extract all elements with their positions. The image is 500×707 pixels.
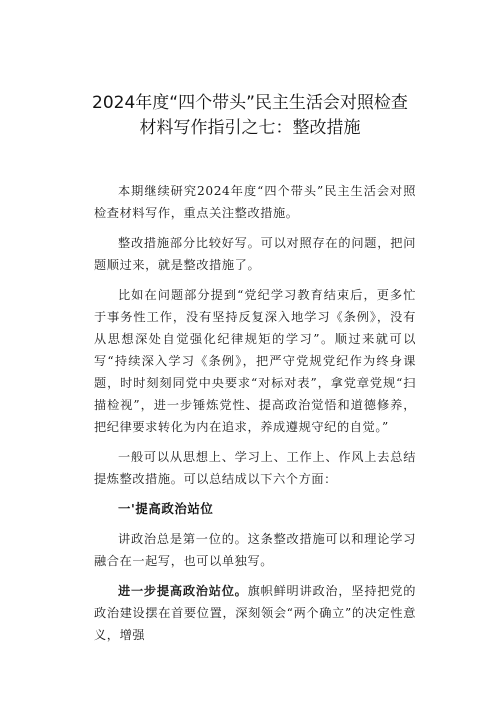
aspects-paragraph: 一般可以从思想上、学习上、工作上、作风上去总结提炼整改措施。可以总结成以下六个方面： bbox=[94, 450, 416, 486]
summary-paragraph: 整改措施部分比较好写。可以对照存在的问题，把问题顺过来，就是整改措施了。 bbox=[94, 236, 416, 272]
section-1-detail-text: 旗帜鲜明讲政治，坚持把党的政治建设摆在首要位置，深刻领会“两个确立”的决定性意义，增强 bbox=[94, 584, 416, 642]
section-heading-1: 一'提高政治站位 bbox=[118, 501, 214, 516]
document-title-line-1: 2024年度“四个带头”民主生活会对照检查 bbox=[92, 93, 408, 113]
section-1-detail-paragraph bbox=[94, 580, 416, 646]
intro-paragraph: 本期继续研究2024年度“四个带头”民主生活会对照检查材料写作，重点关注整改措施。 bbox=[94, 184, 416, 220]
document-title-line-2: 材料写作指引之七：整改措施 bbox=[139, 118, 361, 138]
section-1-paragraph: 讲政治总是第一位的。这条整改措施可以和理论学习融合在一起写，也可以单独写。 bbox=[94, 532, 416, 568]
section-1-lead-text: 进一步提高政治站位。 bbox=[118, 584, 248, 598]
example-paragraph: 比如在问题部分提到“党纪学习教育结束后，更多忙于事务性工作，没有坚持反复深入地学习《条例》，没有从思想深处自觉强化纪律规矩的学习”。顺过来就可以写“持续深入学习《条例》，把严守党规党纪作为终身课题，时时刻刻同党中央要求“对标对表”，拿党章党规“扫描检视”，进一步锤炼党性、提高政治觉悟和道德修养，把纪律要求转化为内在追求，养成遵规守纪的自觉。” bbox=[94, 288, 416, 434]
document-body bbox=[94, 180, 416, 654]
